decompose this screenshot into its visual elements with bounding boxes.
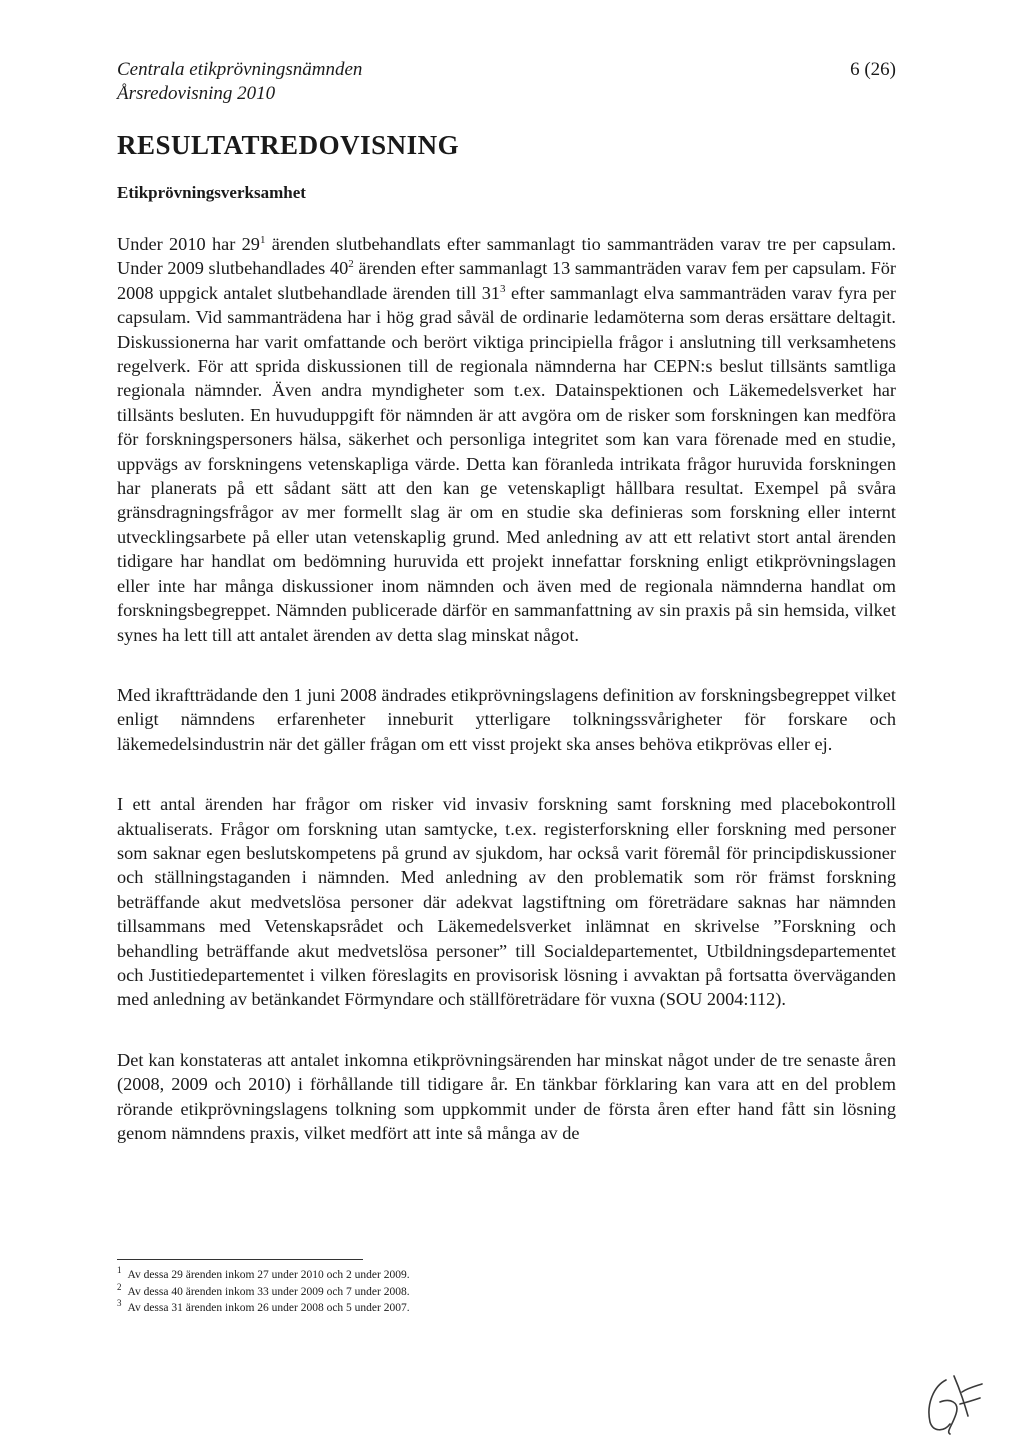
paragraph-2: Med ikraftträdande den 1 juni 2008 ändrades etikprövningslagens definition av forskningsbegreppet vilket enligt nämndens erfarenheter inneburit ytterligare tolkningssvårigheter för forskare och läkemedelsindustrin när det gäller frågan om ett visst projekt ska anses behöva etikprövas eller ej. (117, 684, 896, 754)
footnote-mark-1: 1 (117, 1265, 122, 1276)
paragraph-1 (117, 232, 896, 647)
footnote-ref-2: 2 (348, 258, 354, 271)
footnote-ref-3: 3 (500, 282, 506, 295)
footnote-separator (117, 1259, 363, 1260)
footnote-mark-3: 3 (117, 1298, 122, 1309)
paragraph-1-text-d: efter sammanlagt elva sammanträden varav fyra per capsulam. Vid sammanträdena har i hög grad såväl de ordinarie ledamöterna som deras ersättare deltagit. Diskussionerna har varit omfattande och berört viktiga principiella frågor i anslutning till verksamhetens regelverk. För att sprida diskussionen till de regionala nämnderna har CEPN:s beslut tillsänts samtliga regionala nämnder. Även andra myndigheter som t.ex. Datainspektionen och Läkemedelsverket har tillsänts besluten. En huvuduppgift för nämnden är att avgöra om de risker som forskningen kan medföra för forskningspersoners hälsa, säkerhet och personliga integritet som kan vara förenade med en studie, uppvägs av forskningens vetenskapliga värde. Detta kan föranleda intrikata frågor huruvida forskningen har planerats på ett sådant sätt att den kan ge vetenskapligt hållbara resultat. Exempel på svåra gränsdragningsfrågor av mer formellt slag är om en studie ska definieras som forskning eller internt utvecklingsarbete på eller utan vetenskaplig grund. Med anledning av att ett relativt stort antal ärenden tidigare har handlat om bedömning huruvida ett projekt innefattar forskning enligt etikprövningslagen eller inte har många diskussioner inom nämnden och även med de regionala nämnderna handlat om forskningsbegreppet. Nämnden publicerade därför en sammanfattning av sin praxis på sin hemsida, vilket synes ha lett till att antalet ärenden av detta slag minskat något. (117, 282, 897, 645)
footnote-1 (117, 1267, 717, 1284)
footnote-text-3: Av dessa 31 ärenden inkom 26 under 2008 och 5 under 2007. (127, 1302, 410, 1314)
section-title: RESULTATREDOVISNING (117, 130, 460, 160)
header-report-title: Årsredovisning 2010 (117, 83, 276, 104)
document-page (117, 58, 896, 1145)
page-header (117, 58, 896, 114)
paragraph-1-text-b: ärenden slutbehandlats efter sammanlagt tio sammanträden varav tre per capsulam. Under 2009 slutbehandlades 40 (117, 234, 896, 279)
header-organization: Centrala etikprövningsnämnden (117, 59, 363, 80)
footnote-3 (117, 1300, 717, 1317)
signature-svg (916, 1372, 986, 1438)
subsection-title: Etikprövningsverksamhet (117, 183, 306, 202)
paragraph-1-text-c: ärenden efter sammanlagt 13 sammanträden varav fem per capsulam. För 2008 uppgick antalet slutbehandlade ärenden till 31 (117, 258, 896, 303)
footnote-2 (117, 1281, 717, 1301)
footnotes (117, 1267, 717, 1317)
handwritten-initials-icon (916, 1372, 986, 1438)
paragraph-3: I ett antal ärenden har frågor om risker vid invasiv forskning samt forskning med placebokontroll aktualiserats. Frågor om forskning utan samtycke, t.ex. registerforskning eller forskning med personer som saknar egen beslutskompetens på grund av sjukdom, har också varit föremål för principdiskussioner och ställningstaganden i nämnden. Med anledning av den problematik som rör främst forskning beträffande akut medvetslösa personer där adekvat lagstiftning om företrädare saknas har nämnden tillsammans med Vetenskapsrådet och Läkemedelsverket inlämnat en skrivelse ”Forskning och behandling beträffande akut medvetslösa personer” till Socialdepartementet, Utbildningsdepartementet och Justitiedepartementet i vilken föreslagits en provisorisk lösning i avvaktan på fortsatta överväganden med anledning av betänkandet Förmyndare och ställföreträdare för vuxna (SOU 2004:112). (117, 794, 896, 1010)
footnote-ref-1: 1 (259, 233, 266, 246)
paragraph-1-text-a: Under 2010 har 29 (117, 234, 260, 254)
paragraph-4: Det kan konstateras att antalet inkomna etikprövningsärenden har minskat något under de tre senaste åren (2008, 2009 och 2010) i förhållande till tidigare år. En tänkbar förklaring kan vara att en del problem rörande etikprövningslagens tolkning som uppkommit under de första åren efter hand fått sin lösning genom nämndens praxis, vilket medfört att inte så många av de (117, 1049, 896, 1143)
page-number: 6 (26) (850, 59, 896, 80)
footnote-text-2: Av dessa 40 ärenden inkom 33 under 2009 och 7 under 2008. (127, 1285, 410, 1298)
footnote-text-1: Av dessa 29 ärenden inkom 27 under 2010 och 2 under 2009. (127, 1269, 410, 1281)
footnote-mark-2: 2 (117, 1281, 122, 1292)
